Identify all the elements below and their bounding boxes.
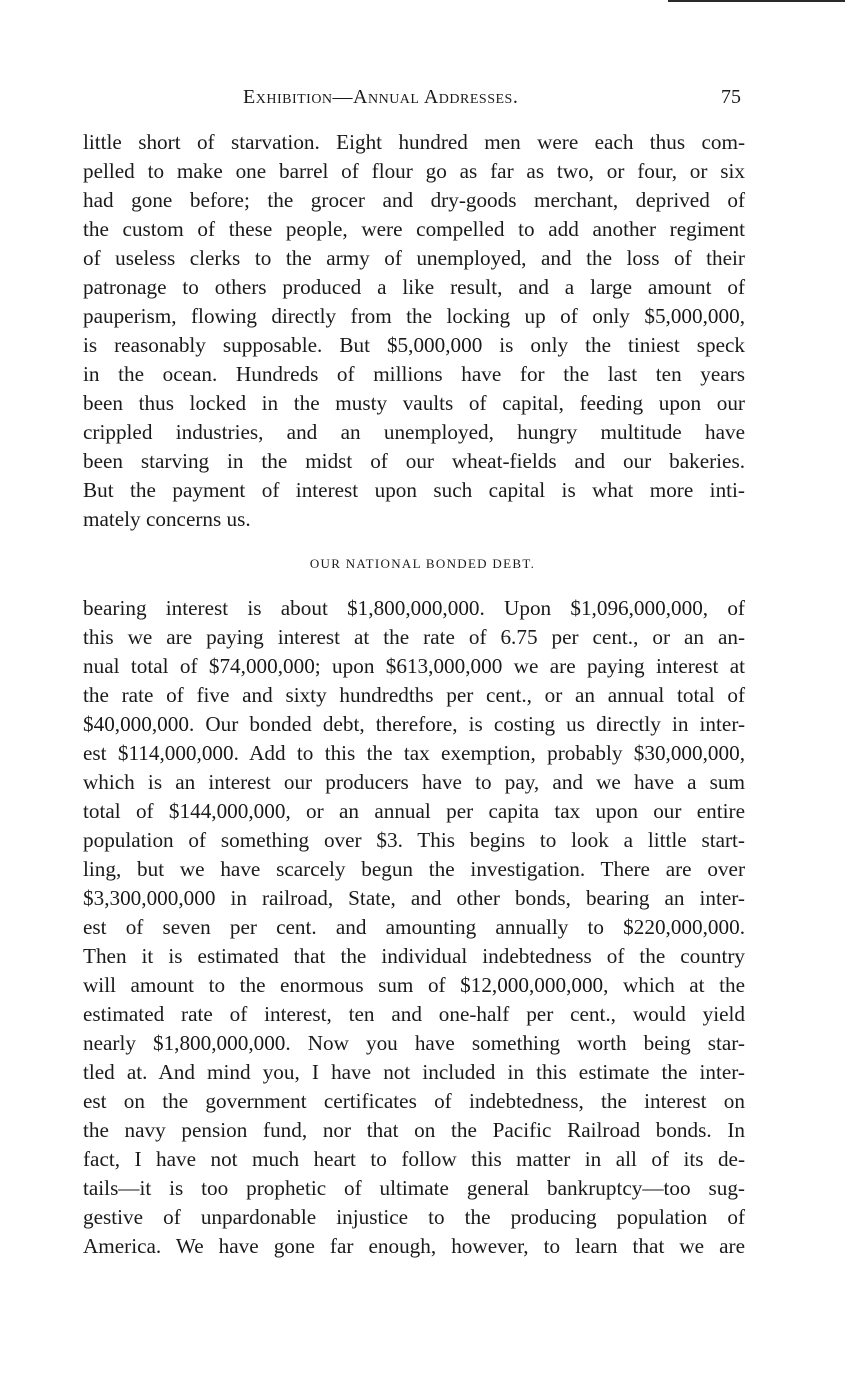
paragraph-2 <box>83 594 745 1261</box>
text-line: the rate of five and sixty hundredths per cent., or an annual total of <box>83 683 745 707</box>
text-line: $3,300,000,000 in railroad, State, and other bonds, bearing an inter- <box>83 886 745 910</box>
text-line: population of something over $3. This begins to look a little start- <box>83 828 745 852</box>
text-line: nual total of $74,000,000; upon $613,000,000 we are paying interest at <box>83 654 745 678</box>
text-line: pelled to make one barrel of flour go as far as two, or four, or six <box>83 159 745 183</box>
text-line: bearing interest is about $1,800,000,000. Upon $1,096,000,000, of <box>83 596 745 620</box>
text-line: little short of starvation. Eight hundred men were each thus com- <box>83 130 745 154</box>
paragraph-1 <box>83 128 745 534</box>
text-line: had gone before; the grocer and dry-goods merchant, deprived of <box>83 188 745 212</box>
text-line: Then it is estimated that the individual indebtedness of the country <box>83 944 745 968</box>
text-line: the custom of these people, were compelled to add another regiment <box>83 217 745 241</box>
text-line: est $114,000,000. Add to this the tax exemption, probably $30,000,000, <box>83 741 745 765</box>
text-line: tails—it is too prophetic of ultimate general bankruptcy—too sug- <box>83 1176 745 1200</box>
text-line: which is an interest our producers have to pay, and we have a sum <box>83 770 745 794</box>
text-line: ling, but we have scarcely begun the investigation. There are over <box>83 857 745 881</box>
text-line: been thus locked in the musty vaults of capital, feeding upon our <box>83 391 745 415</box>
text-line: est on the government certificates of indebtedness, the interest on <box>83 1089 745 1113</box>
text-line: est of seven per cent. and amounting annually to $220,000,000. <box>83 915 745 939</box>
text-line: patronage to others produced a like result, and a large amount of <box>83 275 745 299</box>
text-line: the navy pension fund, nor that on the Pacific Railroad bonds. In <box>83 1118 745 1142</box>
text-line: America. We have gone far enough, however, to learn that we are <box>83 1234 745 1258</box>
text-line: of useless clerks to the army of unemployed, and the loss of their <box>83 246 745 270</box>
text-line: tled at. And mind you, I have not included in this estimate the inter- <box>83 1060 745 1084</box>
text-line: $40,000,000. Our bonded debt, therefore, is costing us directly in inter- <box>83 712 745 736</box>
text-line: in the ocean. Hundreds of millions have for the last ten years <box>83 362 745 386</box>
section-heading: OUR NATIONAL BONDED DEBT. <box>309 556 536 571</box>
text-line: fact, I have not much heart to follow this matter in all of its de- <box>83 1147 745 1171</box>
running-head <box>83 86 743 114</box>
text-line: been starving in the midst of our wheat-fields and our bakeries. <box>83 449 745 473</box>
text-line: crippled industries, and an unemployed, hungry multitude have <box>83 420 745 444</box>
text-line: pauperism, flowing directly from the locking up of only $5,000,000, <box>83 304 745 328</box>
text-line: mately concerns us. <box>83 507 251 531</box>
text-line: this we are paying interest at the rate of 6.75 per cent., or an an- <box>83 625 745 649</box>
text-line: But the payment of interest upon such capital is what more inti- <box>83 478 745 502</box>
scan-edge-rule <box>668 0 845 2</box>
text-line: nearly $1,800,000,000. Now you have something worth being star- <box>83 1031 745 1055</box>
text-line: gestive of unpardonable injustice to the producing population of <box>83 1205 745 1229</box>
text-line: total of $144,000,000, or an annual per capita tax upon our entire <box>83 799 745 823</box>
running-title: Exhibition—Annual Addresses. <box>243 86 519 108</box>
text-line: will amount to the enormous sum of $12,000,000,000, which at the <box>83 973 745 997</box>
text-line: estimated rate of interest, ten and one-half per cent., would yield <box>83 1002 745 1026</box>
text-line: is reasonably supposable. But $5,000,000 is only the tiniest speck <box>83 333 745 357</box>
page-number: 75 <box>721 86 741 108</box>
